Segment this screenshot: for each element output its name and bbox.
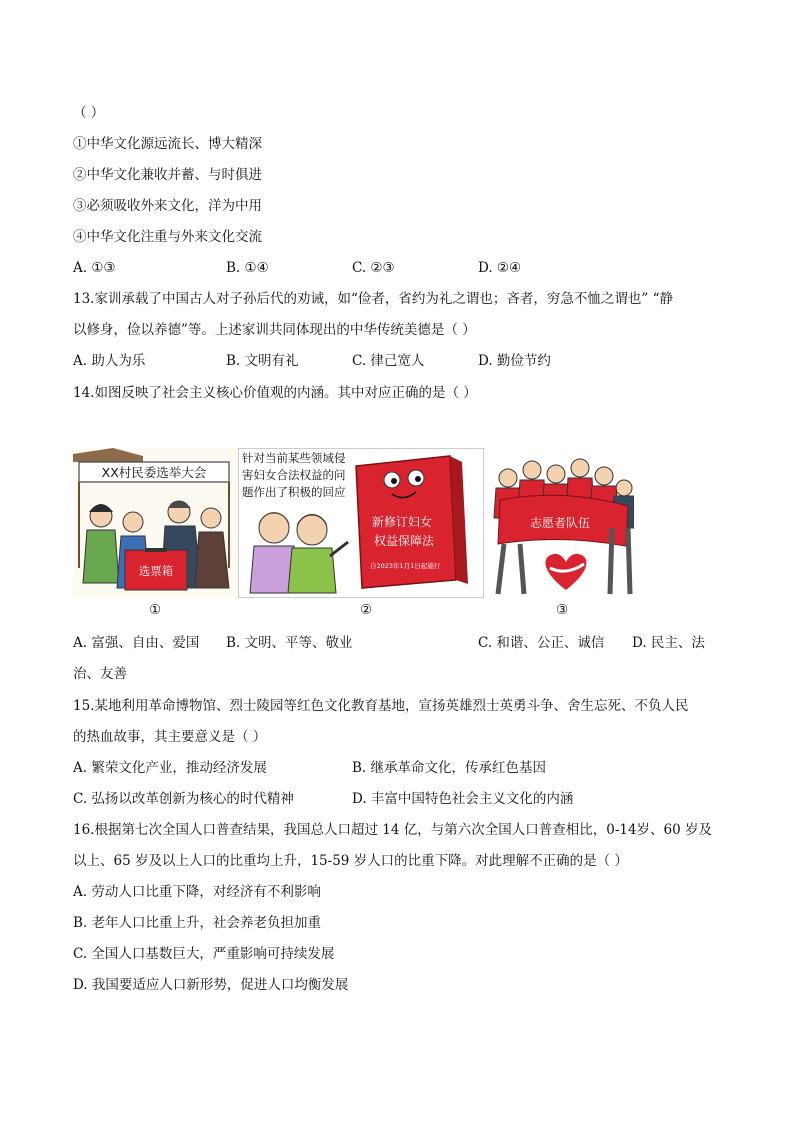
q13-stem-line-2: 以修身，俭以养德”等。上述家训共同体现出的中华传统美德是（ ） (73, 322, 476, 338)
q13-option-c: C. 律己宽人 (352, 353, 425, 369)
q14-option-b: B. 文明、平等、敬业 (226, 635, 353, 651)
q12-option-d: D. ②④ (478, 260, 522, 276)
q14-image-law (238, 448, 484, 598)
speech-line-1: 针对当前某些领域侵 (242, 451, 346, 465)
q14-stem: 14.如图反映了社会主义核心价值观的内涵。其中对应正确的是（ ） (73, 385, 477, 401)
q12-statement-1: ①中华文化源远流长、博大精深 (73, 136, 262, 152)
law-illustration (238, 448, 484, 598)
speech-line-3: 题作出了积极的回应 (242, 485, 346, 499)
law-book-title-2: 权益保障法 (374, 534, 435, 548)
q12-statement-2: ②中华文化兼收并蓄、与时俱进 (73, 167, 262, 183)
q12-option-a: A. ①③ (73, 260, 116, 276)
q12-option-b: B. ①④ (226, 260, 269, 276)
law-book-note: 自2023年1月1日起施行 (370, 562, 441, 570)
election-illustration (73, 448, 238, 598)
q16-stem-line-2: 以上、65 岁及以上人口的比重均上升，15-59 岁人口的比重下降。对此理解不正确的是（ ） (73, 853, 628, 869)
q12-answer-paren: （ ） (73, 105, 105, 121)
volunteer-illustration (490, 448, 634, 598)
q15-option-a: A. 繁荣文化产业，推动经济发展 (73, 760, 267, 776)
election-banner-text: XX村民委选举大会 (101, 465, 207, 480)
q12-option-c: C. ②③ (352, 260, 395, 276)
q14-image-volunteers (490, 448, 634, 598)
q15-option-c: C. 弘扬以改革创新为核心的时代精神 (73, 791, 294, 807)
q15-stem-line-2: 的热血故事，其主要意义是（ ） (73, 729, 267, 745)
q15-option-d: D. 丰富中国特色社会主义文化的内涵 (352, 791, 574, 807)
ballot-box-label: 选票箱 (138, 564, 174, 578)
q16-stem-line-1: 16.根据第七次全国人口普查结果，我国总人口超过 14 亿，与第六次全国人口普查相比，0-14岁、60 岁及 (73, 822, 713, 838)
q14-caption-3: ③ (556, 602, 569, 618)
q14-option-a: A. 富强、自由、爱国 (73, 635, 200, 651)
q13-stem-line-1: 13.家训承载了中国古人对子孙后代的劝诫，如“俭者，省约为礼之谓也；吝者，穷急不恤之谓也” “静 (73, 291, 673, 307)
q14-option-d: D. 民主、法 (632, 635, 705, 651)
speech-line-2: 害妇女合法权益的问 (242, 468, 346, 482)
q13-option-a: A. 助人为乐 (73, 353, 146, 369)
q16-option-c: C. 全国人口基数巨大，严重影响可持续发展 (73, 946, 335, 962)
q15-option-b: B. 继承革命文化，传承红色基因 (352, 760, 547, 776)
q16-option-a: A. 劳动人口比重下降，对经济有不利影响 (73, 884, 321, 900)
q16-option-d: D. 我国要适应人口新形势，促进人口均衡发展 (73, 977, 349, 993)
q12-statement-4: ④中华文化注重与外来文化交流 (73, 229, 262, 245)
law-book-title-1: 新修订妇女 (372, 515, 433, 529)
q14-option-d-continued: 治、友善 (73, 666, 127, 682)
volunteer-banner-text: 志愿者队伍 (529, 516, 591, 530)
q14-caption-1: ① (149, 602, 162, 618)
q14-caption-2: ② (360, 602, 373, 618)
q13-option-d: D. 勤俭节约 (478, 353, 551, 369)
q14-option-c: C. 和谐、公正、诚信 (478, 635, 605, 651)
q15-stem-line-1: 15.某地利用革命博物馆、烈士陵园等红色文化教育基地，宣扬英雄烈士英勇斗争、舍生忘死、不负人民 (73, 698, 689, 714)
q12-statement-3: ③必须吸收外来文化，洋为中用 (73, 198, 262, 214)
q13-option-b: B. 文明有礼 (226, 353, 299, 369)
q14-image-election (73, 448, 238, 598)
q16-option-b: B. 老年人口比重上升，社会养老负担加重 (73, 915, 322, 931)
